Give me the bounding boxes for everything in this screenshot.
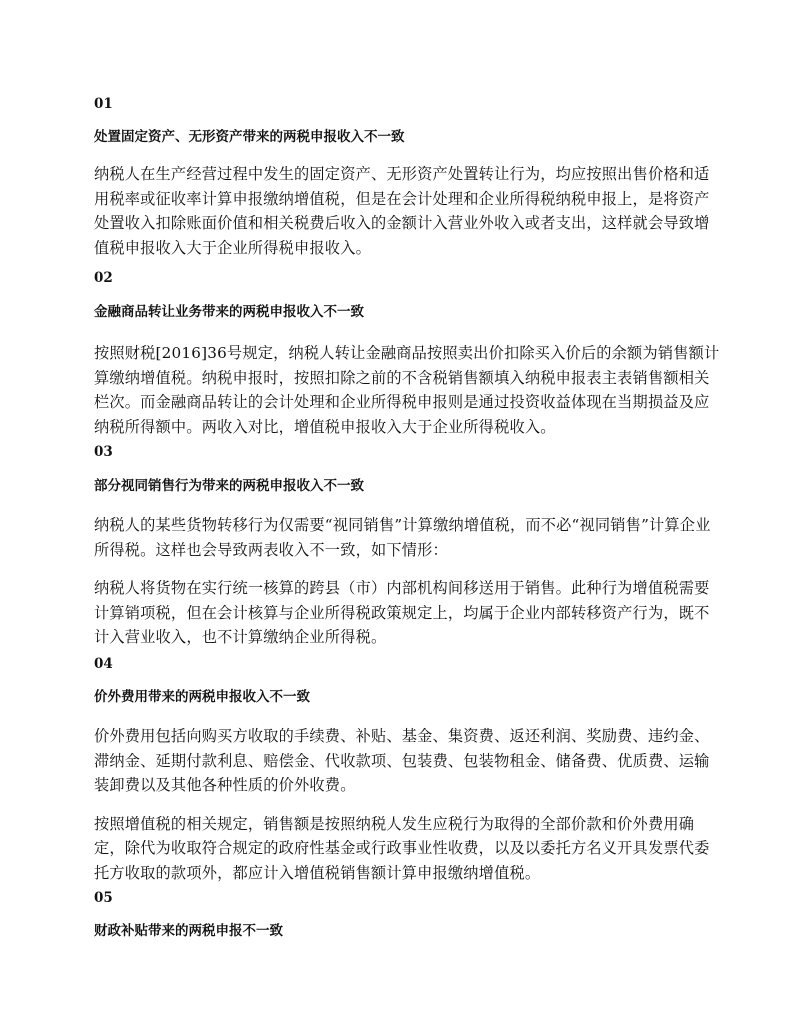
section-05 <box>94 890 724 939</box>
section-paragraph: 按照财税[2016]36号规定，纳税人转让金融商品按照卖出价扣除买入价后的余额为销售额计算缴纳增值税。纳税申报时，按照扣除之前的不含税销售额填入纳税申报表主表销售额相关栏次。而金融商品转让的会计处理和企业所得税申报则是通过投资收益体现在当期损益及应纳税所得额中。两收入对比，增值税申报收入大于企业所得税收入。 <box>94 344 720 436</box>
section-paragraph: 纳税人的某些货物转移行为仅需要“视同销售”计算缴纳增值税，而不必“视同销售”计算企业所得税。这样也会导致两表收入不一致，如下情形： <box>94 516 711 559</box>
section-01 <box>94 96 724 260</box>
section-heading: 部分视同销售行为带来的两税申报收入不一致 <box>94 478 364 494</box>
section-paragraph: 按照增值税的相关规定，销售额是按照纳税人发生应税行为取得的全部价款和价外费用确定，除代为收取符合规定的政府性基金或行政事业性收费，以及以委托方名义开具发票代委托方收取的款项外，都应计入增值税销售额计算申报缴纳增值税。 <box>94 814 710 882</box>
section-number: 03 <box>94 444 113 460</box>
section-03 <box>94 444 724 650</box>
section-number: 04 <box>94 656 113 672</box>
section-02 <box>94 270 724 439</box>
section-number: 05 <box>94 890 113 906</box>
section-paragraph: 纳税人将货物在实行统一核算的跨县（市）内部机构间移送用于销售。此种行为增值税需要计算销项税，但在会计核算与企业所得税政策规定上，均属于企业内部转移资产行为，既不计入营业收入，也不计算缴纳企业所得税。 <box>94 579 710 646</box>
section-heading: 价外费用带来的两税申报收入不一致 <box>94 689 310 705</box>
section-heading: 金融商品转让业务带来的两税申报收入不一致 <box>94 304 364 320</box>
section-number: 02 <box>94 270 113 286</box>
section-paragraph: 纳税人在生产经营过程中发生的固定资产、无形资产处置转让行为，均应按照出售价格和适用税率或征收率计算申报缴纳增值税，但是在会计处理和企业所得税纳税申报上，是将资产处置收入扣除账面价值和相关税费后收入的金额计入营业外收入或者支出，这样就会导致增值税申报收入大于企业所得税申报收入。 <box>94 165 710 257</box>
section-heading: 财政补贴带来的两税申报不一致 <box>94 923 283 939</box>
section-paragraph: 价外费用包括向购买方收取的手续费、补贴、基金、集资费、返还利润、奖励费、违约金、滞纳金、延期付款利息、赔偿金、代收款项、包装费、包装物租金、储备费、优质费、运输装卸费以及其他各种性质的价外收费。 <box>94 727 710 794</box>
section-04 <box>94 656 724 885</box>
section-number: 01 <box>94 96 113 112</box>
section-heading: 处置固定资产、无形资产带来的两税申报收入不一致 <box>94 129 405 145</box>
